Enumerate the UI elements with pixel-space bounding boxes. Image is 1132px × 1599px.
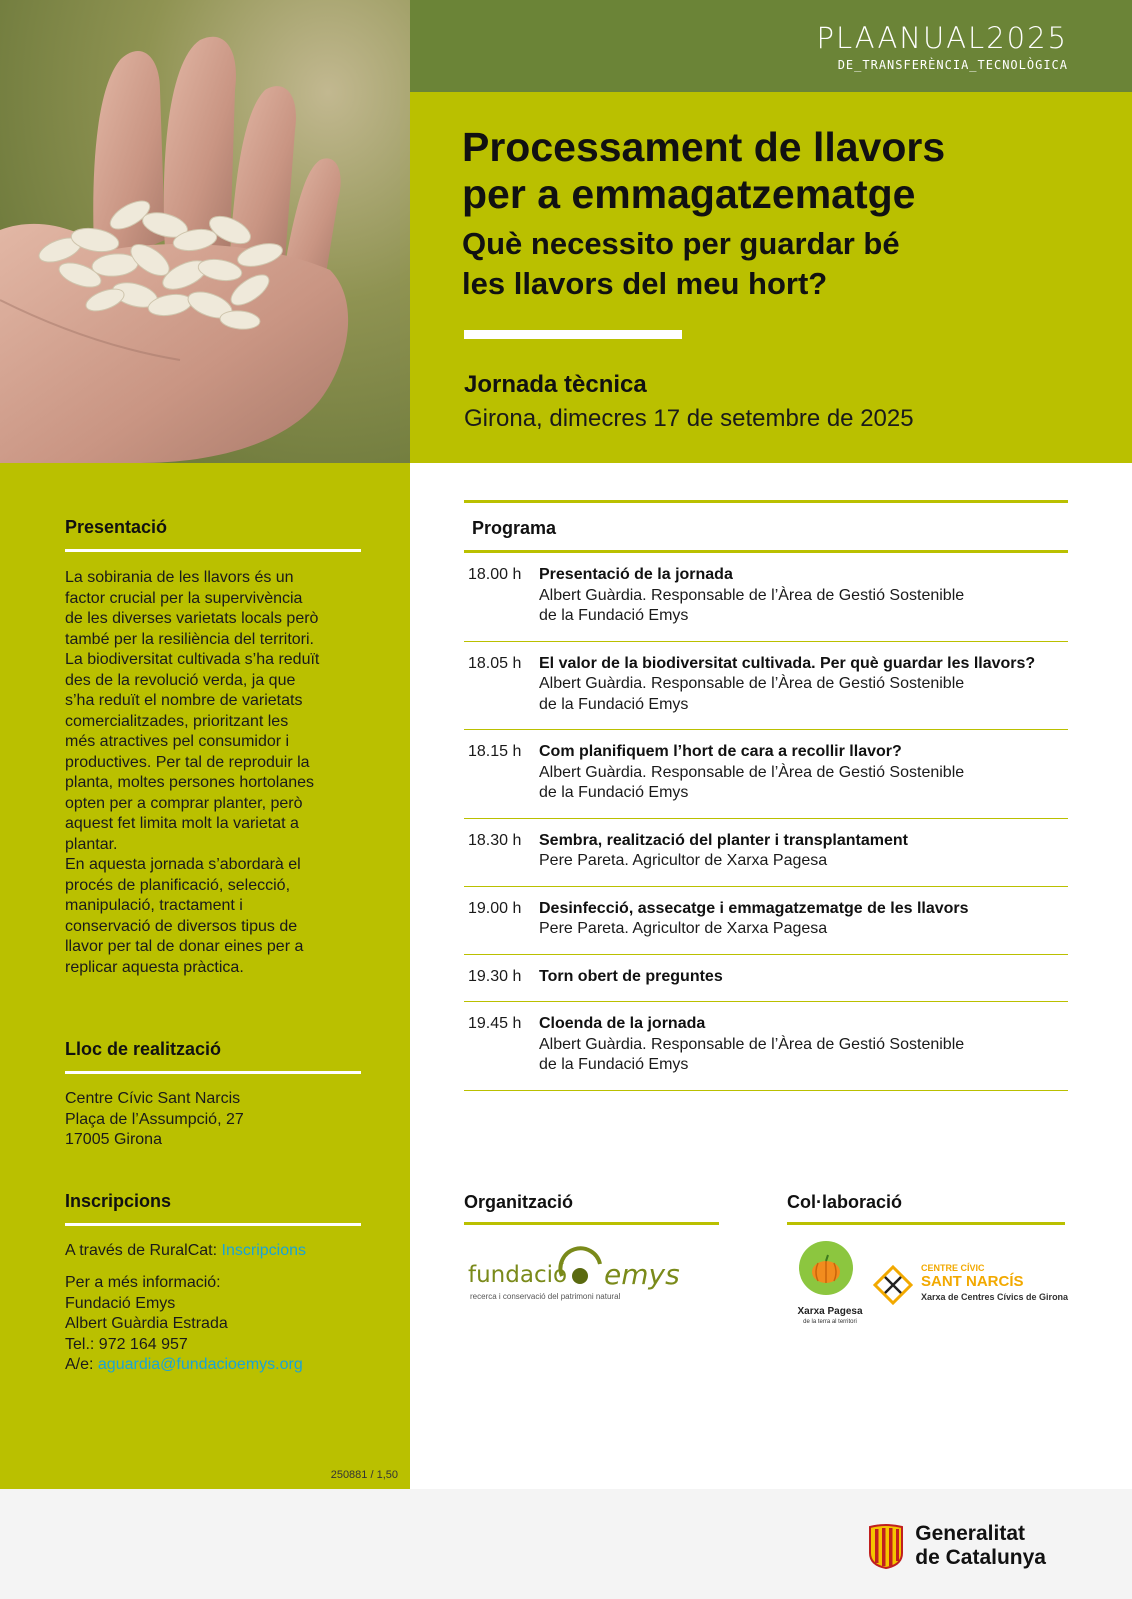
event-type: Jornada tècnica bbox=[464, 371, 647, 398]
programa-time: 19.00 h bbox=[468, 899, 522, 917]
brand-subtitle: DE_TRANSFERÈNCIA_TECNOLÒGICA bbox=[837, 58, 1068, 72]
contact-org: Fundació Emys bbox=[65, 1294, 176, 1312]
presentacio-line: En aquesta jornada s’abordarà el bbox=[65, 856, 301, 873]
programa-row bbox=[464, 819, 1068, 887]
centre-civic-line-1: CENTRE CÍVIC bbox=[921, 1263, 985, 1273]
contact-info bbox=[65, 1273, 365, 1376]
centre-civic-sant-narcis-logo bbox=[873, 1263, 1073, 1307]
presentacio-heading: Presentació bbox=[65, 517, 168, 537]
generalitat-line-1: Generalitat bbox=[915, 1522, 1025, 1545]
programa-desc bbox=[539, 899, 1068, 940]
hand-beans-illustration bbox=[0, 0, 410, 463]
presentacio-line: procés de planificació, selecció, bbox=[65, 876, 291, 894]
programa-title: Torn obert de preguntes bbox=[539, 967, 723, 985]
presentacio-line: conservació de diversos tipus de bbox=[65, 917, 298, 935]
programa-speaker-org: de la Fundació Emys bbox=[539, 784, 689, 801]
programa-row bbox=[464, 887, 1068, 955]
xarxa-pagesa-logo bbox=[790, 1240, 870, 1330]
programa-speaker: Albert Guàrdia. Responsable de l’Àrea de Gestió Sostenible bbox=[539, 586, 965, 604]
sub-title bbox=[462, 224, 900, 304]
programa-desc bbox=[539, 654, 1068, 716]
presentacio-line: replicar aquesta pràctica. bbox=[65, 958, 244, 976]
programa-title: El valor de la biodiversitat cultivada. Per què guardar les llavors? bbox=[539, 654, 1036, 672]
generalitat-line-2: de Catalunya bbox=[915, 1546, 1046, 1569]
programa-speaker-org: de la Fundació Emys bbox=[539, 607, 689, 624]
organitzacio-heading: Organització bbox=[464, 1192, 574, 1212]
main-title-line-2: per a emmagatzematge bbox=[462, 171, 916, 217]
presentacio-line: aquest fet limita molt la varietat a bbox=[65, 815, 299, 832]
programa-row bbox=[464, 730, 1068, 819]
organitzacio-divider bbox=[464, 1222, 719, 1225]
programa-heading: Programa bbox=[472, 518, 557, 538]
programa-title: Com planifiquem l’hort de cara a recollir llavor? bbox=[539, 743, 902, 760]
lloc-street: Plaça de l’Assumpció, 27 bbox=[65, 1110, 244, 1128]
sant-narcis-x-icon bbox=[873, 1265, 913, 1305]
programa-time: 19.30 h bbox=[468, 967, 522, 985]
programa-title: Sembra, realització del planter i transplantament bbox=[539, 831, 908, 849]
programa-time: 18.05 h bbox=[468, 654, 522, 672]
inscripcions-divider bbox=[65, 1223, 361, 1226]
inscripcions-via-text: A través de RuralCat: bbox=[65, 1242, 222, 1259]
programa-row bbox=[464, 642, 1068, 731]
presentacio-divider bbox=[65, 549, 361, 552]
hero-photo-hand-with-beans bbox=[0, 0, 410, 463]
presentacio-line: des de la revolució verda, ja que bbox=[65, 671, 296, 689]
generalitat-text bbox=[915, 1522, 1046, 1570]
fundacio-emys-logo bbox=[468, 1246, 683, 1308]
xarxa-pagesa-name: Xarxa Pagesa bbox=[797, 1306, 863, 1317]
centre-civic-line-3: Xarxa de Centres Cívics de Girona bbox=[921, 1292, 1069, 1302]
logo-word-emys: emys bbox=[604, 1258, 680, 1291]
presentacio-line: s’ha reduït el nombre de varietats bbox=[65, 692, 303, 709]
programa-time: 18.15 h bbox=[468, 743, 522, 760]
lloc-city: 17005 Girona bbox=[65, 1131, 162, 1148]
presentacio-line: factor crucial per la supervivència bbox=[65, 589, 303, 607]
sub-title-line-1: Què necessito per guardar bé bbox=[462, 226, 900, 261]
presentacio-line: opten per a comprar planter, però bbox=[65, 794, 303, 812]
programa-time: 19.45 h bbox=[468, 1015, 522, 1032]
email-link[interactable]: aguardia@fundacioemys.org bbox=[97, 1356, 303, 1373]
programa-row bbox=[464, 1002, 1068, 1091]
collaboracio-divider bbox=[787, 1222, 1065, 1225]
programa-desc bbox=[539, 1014, 1068, 1076]
programa-time: 18.30 h bbox=[468, 831, 522, 849]
lloc-venue: Centre Cívic Sant Narcis bbox=[65, 1090, 241, 1107]
contact-person: Albert Guàrdia Estrada bbox=[65, 1315, 228, 1332]
brand-title: PLAANUAL2025 bbox=[816, 21, 1068, 55]
left-sidebar bbox=[0, 463, 410, 1489]
inscripcions-via bbox=[65, 1241, 365, 1262]
presentacio-line: llavor per tal de donar eines per a bbox=[65, 938, 304, 955]
programa-desc bbox=[539, 742, 1068, 804]
pla-anual-brand bbox=[816, 22, 1068, 72]
programa-speaker-org: de la Fundació Emys bbox=[539, 1056, 689, 1073]
email-label: A/e: bbox=[65, 1356, 98, 1373]
programa-title: Desinfecció, assecatge i emmagatzematge de les llavors bbox=[539, 899, 969, 917]
main-title-line-1: Processament de llavors bbox=[462, 124, 946, 170]
title-panel bbox=[410, 92, 1132, 463]
centre-civic-line-2: SANT NARCÍS bbox=[921, 1273, 1024, 1290]
programa-speaker-org: de la Fundació Emys bbox=[539, 695, 689, 713]
presentacio-line: La sobirania de les llavors és un bbox=[65, 569, 294, 586]
presentacio-line: productives. Per tal de reproduir la bbox=[65, 753, 310, 771]
generalitat-senyera-icon bbox=[867, 1523, 905, 1569]
sub-title-line-2: les llavors del meu hort? bbox=[462, 266, 828, 301]
contact-phone: Tel.: 972 164 957 bbox=[65, 1335, 188, 1353]
contact-email-line bbox=[65, 1355, 365, 1376]
programa-row bbox=[464, 955, 1068, 1003]
presentacio-line: comercialitzades, prioritzant les bbox=[65, 712, 289, 730]
event-date: Girona, dimecres 17 de setembre de 2025 bbox=[464, 405, 914, 432]
header-strip bbox=[410, 0, 1132, 92]
presentacio-line: també per la resiliència del territori. bbox=[65, 630, 314, 648]
programa-time: 18.00 h bbox=[468, 566, 522, 583]
reference-code: 250881 / 1,50 bbox=[330, 1469, 398, 1481]
programa-speaker: Pere Pareta. Agricultor de Xarxa Pagesa bbox=[539, 920, 828, 937]
programa-desc bbox=[539, 565, 1068, 627]
programa-speaker: Pere Pareta. Agricultor de Xarxa Pagesa bbox=[539, 852, 828, 869]
generalitat-logo bbox=[867, 1522, 1046, 1570]
programa-title: Cloenda de la jornada bbox=[539, 1015, 706, 1032]
info-label: Per a més informació: bbox=[65, 1274, 221, 1291]
logo-tagline: recerca i conservació del patrimoni natural bbox=[470, 1292, 621, 1301]
presentacio-line: plantar. bbox=[65, 835, 118, 853]
presentacio-line: manipulació, tractament i bbox=[65, 897, 243, 914]
lloc-address bbox=[65, 1089, 365, 1151]
main-title bbox=[462, 124, 945, 218]
programa-speaker: Albert Guàrdia. Responsable de l’Àrea de Gestió Sostenible bbox=[539, 675, 965, 692]
programa-section bbox=[464, 500, 1068, 1091]
presentacio-line: La biodiversitat cultivada s’ha reduït bbox=[65, 651, 320, 668]
presentacio-text bbox=[65, 568, 365, 978]
presentacio-line: de les diverses varietats locals però bbox=[65, 610, 319, 627]
emys-eye-icon bbox=[556, 1246, 606, 1296]
programa-title: Presentació de la jornada bbox=[539, 566, 733, 583]
lloc-heading: Lloc de realització bbox=[65, 1039, 222, 1059]
logo-word-fundacio: fundació bbox=[468, 1262, 568, 1288]
xarxa-pagesa-pumpkin-icon bbox=[798, 1240, 854, 1296]
programa-desc bbox=[539, 831, 1068, 872]
footer bbox=[0, 1489, 1132, 1599]
inscripcions-link[interactable]: Inscripcions bbox=[221, 1242, 306, 1259]
presentacio-line: més atractives pel consumidor i bbox=[65, 733, 290, 750]
programa-speaker: Albert Guàrdia. Responsable de l’Àrea de Gestió Sostenible bbox=[539, 763, 965, 781]
xarxa-pagesa-tagline: de la terra al territori bbox=[803, 1319, 857, 1325]
title-divider bbox=[464, 330, 682, 339]
programa-speaker: Albert Guàrdia. Responsable de l’Àrea de Gestió Sostenible bbox=[539, 1035, 965, 1053]
lloc-divider bbox=[65, 1071, 361, 1074]
collaboracio-heading: Col·laboració bbox=[787, 1192, 903, 1212]
programa-desc bbox=[539, 967, 1068, 988]
inscripcions-heading: Inscripcions bbox=[65, 1191, 172, 1211]
presentacio-line: planta, moltes persones hortolanes bbox=[65, 774, 315, 791]
programa-row bbox=[464, 553, 1068, 642]
